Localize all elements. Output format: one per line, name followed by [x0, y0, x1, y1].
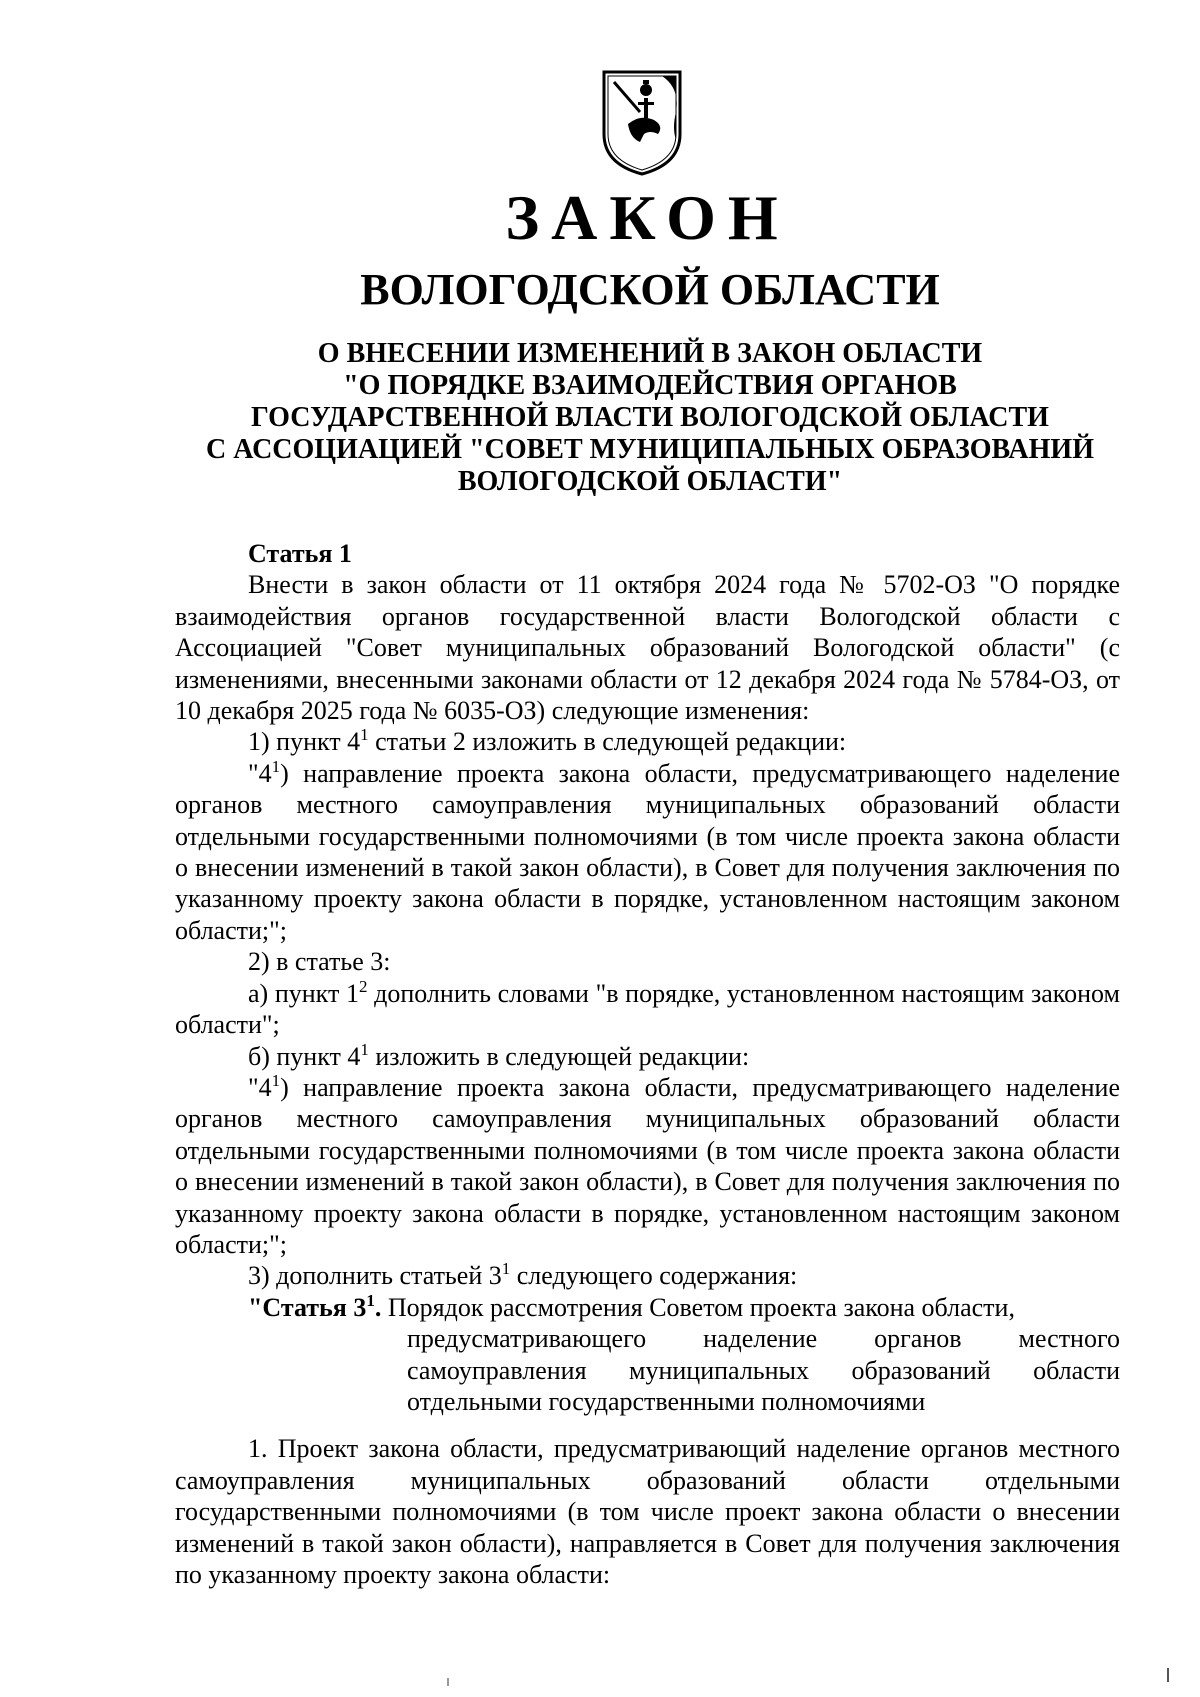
- law-name-line: "О ПОРЯДКЕ ВЗАИМОДЕЙСТВИЯ ОРГАНОВ: [343, 370, 957, 401]
- law-name: [170, 338, 1130, 498]
- scan-mark: [1167, 1668, 1169, 1682]
- new-article-title-first: Порядок рассмотрения Советом проекта закона области,: [381, 1292, 1015, 1322]
- new-article-point-1: 1. Проект закона области, предусматривающий наделение органов местного самоуправления муниципальных образований области отдельными государственными полномочиями (в том числе проект закона области о внесении изменений в такой закон области), направляется в Совет для получения заключения по указанному проекту закона области:: [175, 1434, 1120, 1589]
- item-2b: б) пункт $4^1$ изложить в следующей редакции:: [248, 1039, 750, 1071]
- scan-mark: [447, 1678, 449, 1686]
- article-heading: Статья 1: [248, 539, 352, 568]
- document-body: [175, 538, 1120, 1590]
- item-3: 3) дополнить статьей $3^1$ следующего содержания:: [248, 1259, 798, 1291]
- law-name-line: ВОЛОГОДСКОЙ ОБЛАСТИ": [457, 466, 843, 497]
- new-article-title: [175, 1292, 1120, 1418]
- item-2a: а) пункт $1^2$ дополнить словами "в порядке, установленном настоящим законом области";: [175, 976, 1120, 1040]
- article-intro: Внести в закон области от 11 октября 2024 года № 5702-ОЗ "О порядке взаимодействия органов государственной власти Вологодской области с Ассоциацией "Совет муниципальных образований Вологодской области" (с изменениями, внесенными законами области от 12 декабря 2024 года № 5784-ОЗ, от 10 декабря 2025 года № 6035-ОЗ) следующие изменения:: [175, 570, 1120, 726]
- item-2: 2) в статье 3:: [248, 947, 391, 977]
- law-name-line: ГОСУДАРСТВЕННОЙ ВЛАСТИ ВОЛОГОДСКОЙ ОБЛАСТИ: [251, 402, 1049, 433]
- item-1-text: "$4^1$) направление проекта закона области, предусматривающего наделение органов местного самоуправления муниципальных образований области отдельными государственными полномочиями (в том числе проекта закона области о внесении изменений в такой закон области), в Совет для получения заключения по указанному проекту закона области в порядке, установленном настоящим законом области;";: [175, 756, 1120, 945]
- new-article-label: "Статья $3^1$.: [248, 1290, 382, 1322]
- law-name-line: О ВНЕСЕНИИ ИЗМЕНЕНИЙ В ЗАКОН ОБЛАСТИ: [317, 338, 983, 369]
- item-1: 1) пункт $4^1$ статьи 2 изложить в следующей редакции:: [248, 725, 847, 757]
- coat-of-arms-icon: [600, 68, 684, 178]
- document-subtitle: ВОЛОГОДСКОЙ ОБЛАСТИ: [360, 265, 940, 314]
- document-title: ЗАКОН: [505, 182, 790, 253]
- new-article-title-rest: предусматривающего наделение органов местного самоуправления муниципальных образований области отдельными государственными полномочиями: [407, 1324, 1120, 1416]
- law-name-line: С АССОЦИАЦИЕЙ "СОВЕТ МУНИЦИПАЛЬНЫХ ОБРАЗОВАНИЙ: [206, 434, 1094, 465]
- item-2b-text: "$4^1$) направление проекта закона области, предусматривающего наделение органов местного самоуправления муниципальных образований области отдельными государственными полномочиями (в том числе проекта закона области о внесении изменений в такой закон области), в Совет для получения заключения по указанному проекту закона области в порядке, установленном настоящим законом области;";: [175, 1070, 1120, 1259]
